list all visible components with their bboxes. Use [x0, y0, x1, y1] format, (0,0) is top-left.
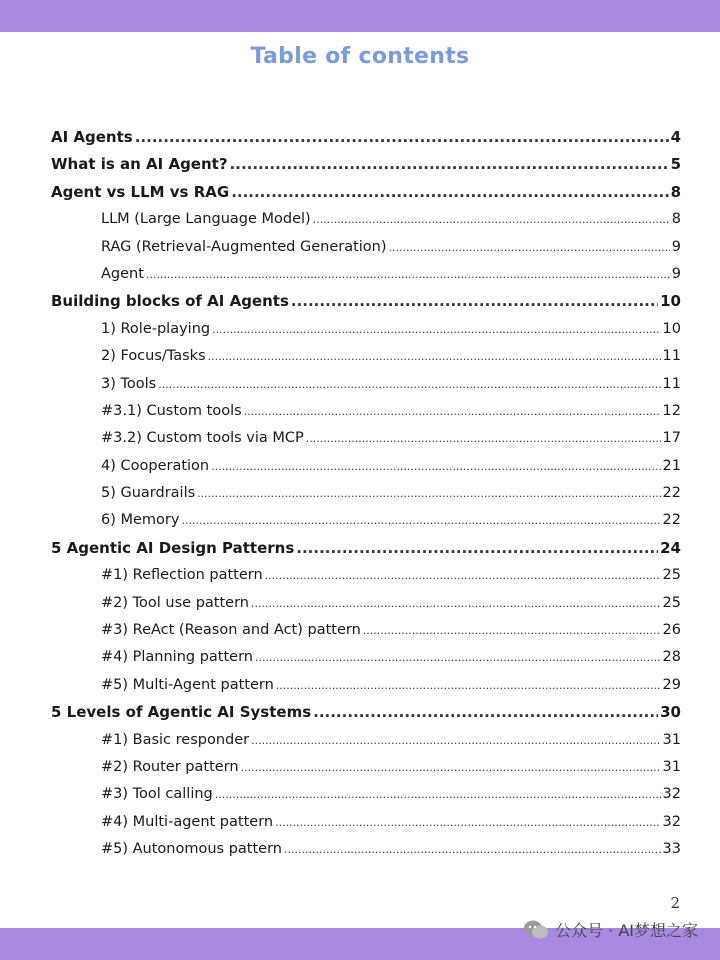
toc-entry-label: What is an AI Agent? [51, 155, 228, 174]
toc-entry-page: 8 [671, 211, 681, 228]
dot-leader [158, 371, 660, 398]
toc-entry-label: 5 Agentic AI Design Patterns [51, 538, 295, 557]
toc-entry-page: 30 [660, 703, 681, 722]
toc-entry-page: 31 [662, 758, 681, 775]
toc-entry-label: #1) Reflection pattern [101, 567, 263, 584]
toc-entry-label: Agent vs LLM vs RAG [51, 182, 230, 201]
toc-entry-label: 6) Memory [101, 512, 180, 529]
dot-leader [389, 234, 670, 261]
toc-entry-label: 1) Role-playing [101, 320, 211, 337]
toc-entry-label: #3.1) Custom tools [101, 402, 242, 419]
toc-entry-label: 4) Cooperation [101, 457, 210, 474]
toc-entry-page: 11 [662, 375, 681, 392]
toc-entry-page: 8 [670, 182, 681, 201]
chat-bubble-icon [523, 919, 549, 941]
toc-entry[interactable] [51, 727, 681, 754]
toc-entry-page: 32 [662, 786, 681, 803]
toc-entry-label: #2) Router pattern [101, 758, 239, 775]
dot-leader [212, 316, 660, 343]
dot-leader [197, 480, 660, 507]
toc-entry-label: #2) Tool use pattern [101, 594, 249, 611]
toc-entry[interactable] [51, 644, 681, 671]
toc-entry[interactable] [51, 507, 681, 534]
toc-entry[interactable] [51, 398, 681, 425]
toc-entry-page: 9 [671, 265, 681, 282]
dot-leader [276, 672, 661, 699]
toc-entry[interactable] [51, 234, 681, 261]
dot-leader [306, 425, 661, 452]
toc-entry[interactable] [51, 124, 681, 151]
toc-entry-page: 4 [670, 128, 681, 146]
page-title: Table of contents [250, 44, 470, 69]
toc-entry-page: 25 [662, 594, 681, 611]
toc-entry[interactable] [51, 754, 681, 781]
dot-leader [284, 836, 661, 863]
toc-entry[interactable] [51, 288, 681, 315]
toc-entry-label: #1) Basic responder [101, 731, 250, 748]
toc-entry-page: 10 [662, 320, 681, 337]
toc-entry-page: 21 [662, 457, 681, 474]
dot-leader [241, 754, 661, 781]
toc-entry[interactable] [51, 781, 681, 808]
toc-entry[interactable] [51, 453, 681, 480]
toc-entry[interactable] [51, 836, 681, 863]
toc-entry-page: 11 [662, 348, 681, 365]
toc-entry[interactable] [51, 699, 681, 726]
toc-entry-label: 3) Tools [101, 375, 157, 392]
toc-entry-label: #3.2) Custom tools via MCP [101, 430, 304, 447]
dot-leader [135, 124, 669, 151]
toc-entry[interactable] [51, 261, 681, 288]
top-accent-band [0, 0, 720, 32]
table-of-contents [51, 124, 681, 864]
toc-entry-page: 10 [660, 292, 681, 311]
watermark-text: 公众号 · AI梦想之家 [555, 921, 698, 940]
toc-entry[interactable] [51, 672, 681, 699]
toc-entry-label: #5) Autonomous pattern [101, 841, 282, 858]
toc-entry-page: 17 [662, 430, 681, 447]
watermark [523, 918, 698, 941]
toc-entry-label: LLM (Large Language Model) [101, 211, 311, 228]
dot-leader [231, 179, 668, 206]
toc-entry[interactable] [51, 371, 681, 398]
toc-entry-page: 26 [662, 622, 681, 639]
toc-entry-page: 5 [670, 155, 681, 174]
toc-entry-label: #5) Multi-Agent pattern [101, 676, 274, 693]
toc-entry-label: AI Agents [51, 128, 133, 146]
toc-entry-label: Building blocks of AI Agents [51, 292, 289, 311]
toc-entry-page: 28 [662, 649, 681, 666]
toc-entry[interactable] [51, 562, 681, 589]
toc-entry-label: RAG (Retrieval-Augmented Generation) [101, 238, 387, 255]
toc-entry-label: 5) Guardrails [101, 485, 196, 502]
dot-leader [215, 781, 661, 808]
dot-leader [313, 206, 670, 233]
toc-entry[interactable] [51, 617, 681, 644]
toc-entry-page: 31 [662, 731, 681, 748]
toc-entry-label: #3) Tool calling [101, 786, 213, 803]
toc-entry-page: 24 [660, 538, 681, 557]
dot-leader [146, 261, 670, 288]
toc-entry-page: 29 [662, 676, 681, 693]
toc-entry[interactable] [51, 535, 681, 562]
toc-entry[interactable] [51, 316, 681, 343]
toc-entry[interactable] [51, 151, 681, 178]
dot-leader [181, 507, 660, 534]
dot-leader [244, 398, 661, 425]
page-number: 2 [670, 894, 680, 912]
toc-entry[interactable] [51, 809, 681, 836]
dot-leader [296, 535, 658, 562]
toc-entry-page: 22 [662, 512, 681, 529]
toc-entry-page: 12 [662, 402, 681, 419]
toc-entry-label: 5 Levels of Agentic AI Systems [51, 703, 312, 722]
dot-leader [208, 343, 661, 370]
dot-leader [251, 590, 661, 617]
toc-entry[interactable] [51, 206, 681, 233]
toc-entry-label: 2) Focus/Tasks [101, 348, 206, 365]
toc-entry[interactable] [51, 480, 681, 507]
toc-entry[interactable] [51, 179, 681, 206]
dot-leader [230, 151, 669, 178]
toc-entry[interactable] [51, 343, 681, 370]
toc-entry-label: #3) ReAct (Reason and Act) pattern [101, 622, 361, 639]
toc-entry-page: 33 [662, 841, 681, 858]
toc-entry[interactable] [51, 590, 681, 617]
dot-leader [265, 562, 661, 589]
dot-leader [255, 644, 661, 671]
toc-entry-page: 25 [662, 567, 681, 584]
dot-leader [275, 809, 660, 836]
dot-leader [363, 617, 661, 644]
toc-entry-page: 22 [662, 485, 681, 502]
toc-entry[interactable] [51, 425, 681, 452]
dot-leader [251, 727, 660, 754]
toc-entry-label: #4) Multi-agent pattern [101, 813, 274, 830]
dot-leader [313, 699, 658, 726]
dot-leader [291, 288, 658, 315]
toc-entry-label: Agent [101, 265, 144, 282]
toc-entry-page: 32 [662, 813, 681, 830]
dot-leader [211, 453, 660, 480]
toc-entry-page: 9 [671, 238, 681, 255]
toc-entry-label: #4) Planning pattern [101, 649, 253, 666]
